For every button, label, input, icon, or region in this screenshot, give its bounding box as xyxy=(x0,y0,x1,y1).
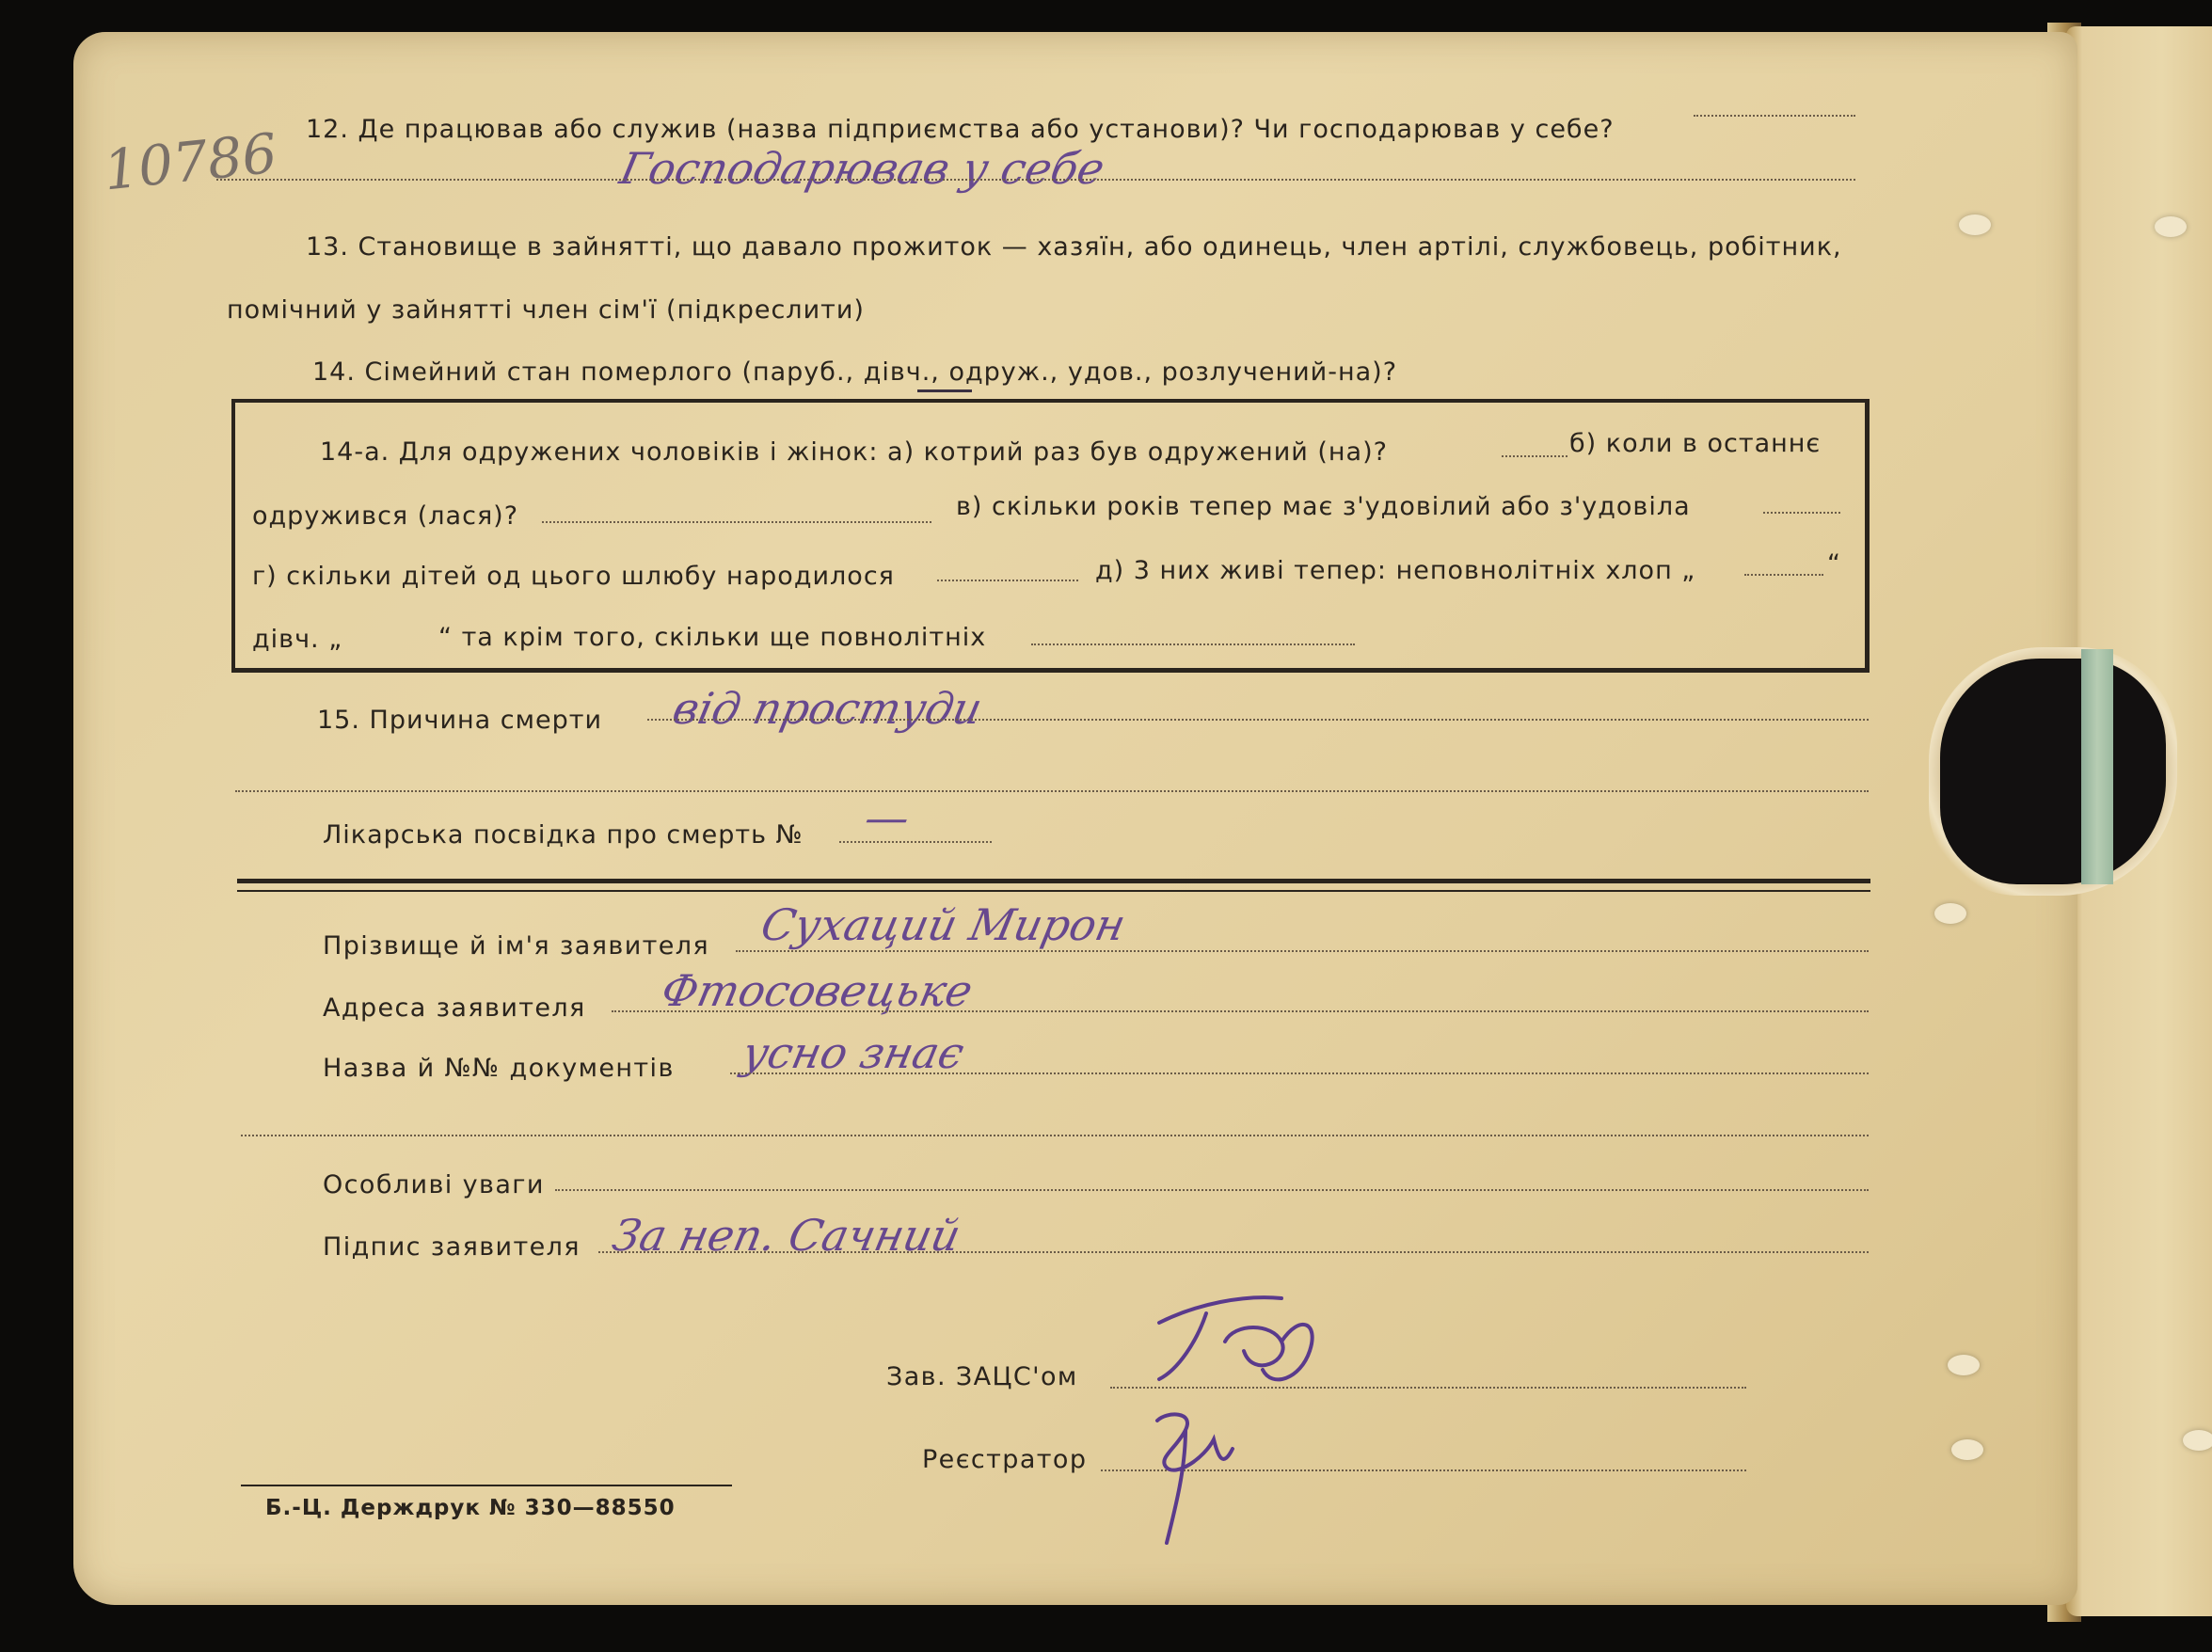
head-zags-label: Зав. ЗАЦС'ом xyxy=(886,1362,1078,1391)
q14a-line3: г) скільки дітей од цього шлюбу народилося xyxy=(252,562,895,591)
registrar-label: Реєстратор xyxy=(922,1445,1088,1474)
page-damage-hole xyxy=(1940,659,2166,884)
registrar-signature xyxy=(1129,1402,1261,1552)
applicant-docs-value: усно знає xyxy=(738,1027,969,1078)
applicant-address-label: Адреса заявителя xyxy=(323,993,586,1023)
tear-mark xyxy=(1959,214,1991,235)
q14a-line4-b: “ та крім того, скільки ще повнолітніх xyxy=(438,623,987,652)
applicant-name-dotted xyxy=(736,950,1869,952)
certificate-dotted-line xyxy=(839,841,992,843)
q14a-line4-a: дівч. „ xyxy=(252,625,343,654)
applicant-notes-label: Особливі уваги xyxy=(323,1170,545,1199)
q12-label: 12. Де працював або служив (назва підприємства або установи)? Чи господарював у себе? xyxy=(306,115,1615,144)
tear-mark xyxy=(2155,216,2187,237)
q14a-g-dotted xyxy=(937,580,1078,581)
q14-underline-selection xyxy=(917,389,972,392)
certificate-label: Лікарська посвідка про смерть № xyxy=(323,820,804,850)
q15-label: 15. Причина смерти xyxy=(317,706,603,735)
q15-answer: від простуди xyxy=(668,683,987,734)
applicant-signature-value: За неп. Сачний xyxy=(608,1210,965,1261)
q13-line2: помічний у зайнятті член сім'ї (підкреслити) xyxy=(227,295,865,325)
q13-line1: 13. Становище в зайнятті, що давало прожиток — хазяїн, або одинець, член артілі, службовець, робітник, xyxy=(306,232,1842,262)
certificate-answer: — xyxy=(860,792,915,843)
q14a-line2: одружився (лася)? xyxy=(252,501,519,531)
q14a-line3-c: “ xyxy=(1827,549,1841,579)
applicant-notes-dotted xyxy=(555,1189,1869,1191)
printer-imprint: Б.-Ц. Держдрук № 330—88550 xyxy=(265,1496,676,1520)
q12-answer: Господарював у себе xyxy=(615,143,1109,194)
applicant-docs-dotted xyxy=(241,1135,1869,1136)
q14a-d-dotted xyxy=(1744,574,1823,576)
q14a-line1-b: б) коли в останнє xyxy=(1569,429,1822,458)
q14a-line3-b: д) 3 них живі тепер: неповнолітніх хлоп „ xyxy=(1095,556,1696,585)
q14a-v-dotted xyxy=(1763,512,1840,514)
head-zags-signature xyxy=(1140,1285,1329,1417)
q12-dotted-line xyxy=(216,179,1855,181)
tear-mark xyxy=(1948,1355,1980,1375)
q14a-line2-b: в) скільки років тепер має з'удовілий або з'удовіла xyxy=(956,492,1691,521)
q15-dotted-line xyxy=(647,719,1869,721)
section-divider xyxy=(237,890,1870,892)
q14-label: 14. Сімейний стан померлого (паруб., дівч., одруж., удов., розлучений-на)? xyxy=(312,357,1398,387)
applicant-docs-dotted xyxy=(730,1072,1869,1074)
tear-mark xyxy=(1934,903,1966,924)
q14a-b-dotted xyxy=(542,521,931,523)
q14a-e-dotted xyxy=(1031,643,1355,645)
tear-mark xyxy=(1951,1439,1983,1460)
archive-mark: 10786 xyxy=(100,120,280,203)
applicant-address-dotted xyxy=(612,1010,1869,1012)
applicant-signature-label: Підпис заявителя xyxy=(323,1232,581,1262)
repair-tape xyxy=(2081,649,2113,884)
applicant-name-label: Прізвище й ім'я заявителя xyxy=(323,931,710,961)
footer-rule xyxy=(241,1485,732,1486)
q14a-line1: 14-а. Для одружених чоловіків і жінок: а) котрий раз був одружений (на)? xyxy=(320,437,1388,467)
tear-mark xyxy=(2183,1430,2212,1451)
q12-dotted-line xyxy=(1694,115,1855,117)
q14a-a-dotted xyxy=(1502,455,1567,457)
applicant-signature-dotted xyxy=(598,1251,1869,1253)
q15-dotted-line xyxy=(235,790,1869,792)
applicant-docs-label: Назва й №№ документів xyxy=(323,1054,675,1083)
section-divider xyxy=(237,879,1870,883)
applicant-name-value: Сухаций Мирон xyxy=(756,899,1131,950)
applicant-address-value: Фтосовецьке xyxy=(657,965,978,1016)
